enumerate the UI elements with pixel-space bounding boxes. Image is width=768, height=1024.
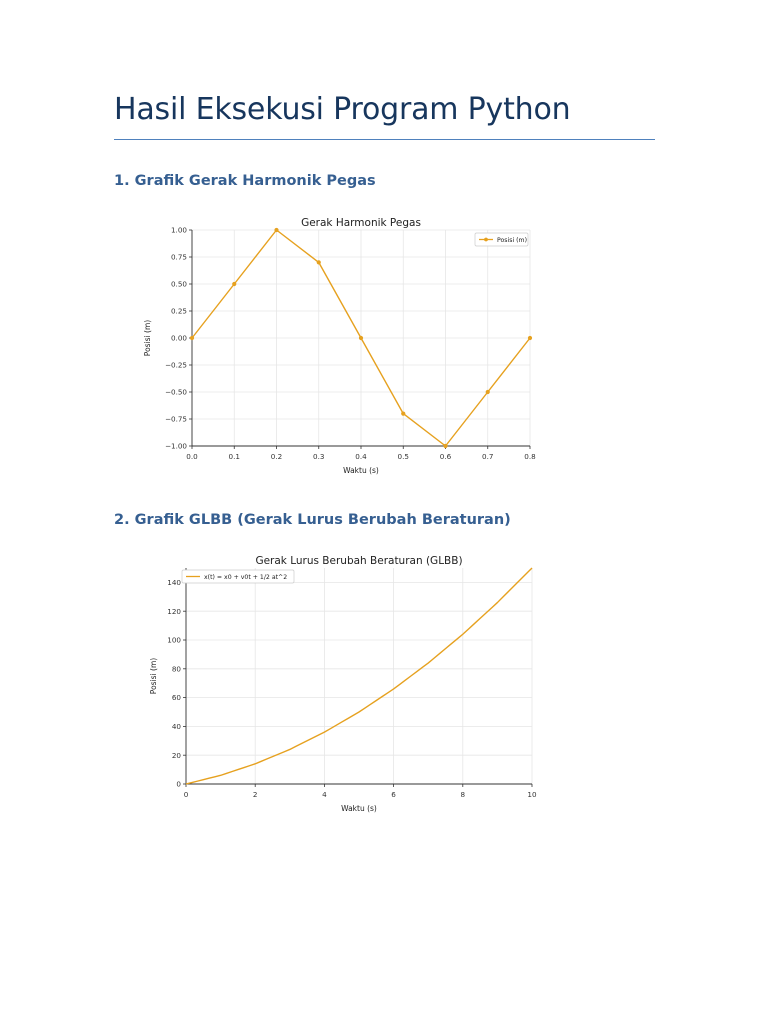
y-tick-label: 80 <box>171 664 181 674</box>
y-tick-label: 140 <box>167 578 181 587</box>
x-tick-label: 0.0 <box>186 452 198 461</box>
x-tick-label: 6 <box>391 790 396 799</box>
y-tick-label: −0.50 <box>164 387 187 397</box>
x-tick-label: 0.3 <box>313 452 325 461</box>
section-heading-harmonic: 1. Grafik Gerak Harmonik Pegas <box>114 173 376 189</box>
y-tick-label: 0.75 <box>170 252 187 262</box>
x-tick-label: 0.2 <box>270 452 283 461</box>
x-tick-label: 2 <box>252 790 258 799</box>
data-point <box>359 336 363 340</box>
data-point <box>486 390 490 394</box>
x-tick-label: 0.8 <box>524 452 536 461</box>
legend-swatch-marker <box>484 238 488 242</box>
x-axis-label: Waktu (s) <box>343 466 379 475</box>
y-tick-label: 0 <box>176 779 181 789</box>
x-tick-label: 0.6 <box>439 452 452 461</box>
legend-label: x(t) = x0 + v0t + 1/2 at^2 <box>204 574 288 581</box>
data-point <box>528 336 532 340</box>
x-tick-label: 0.5 <box>397 452 409 461</box>
y-tick-label: 100 <box>167 635 181 645</box>
data-point <box>401 412 405 416</box>
x-axis-label: Waktu (s) <box>341 804 377 813</box>
y-tick-label: −1.00 <box>164 441 187 451</box>
y-tick-label: −0.25 <box>164 360 187 370</box>
chart-glbb <box>126 538 574 813</box>
x-tick-label: 4 <box>322 790 327 799</box>
y-tick-label: 60 <box>171 693 181 703</box>
x-tick-label: 0.4 <box>355 452 367 461</box>
y-axis-label: Posisi (m) <box>149 657 158 695</box>
data-point <box>317 260 321 264</box>
y-tick-label: 0.00 <box>170 333 187 343</box>
data-point <box>274 228 278 232</box>
x-tick-label: 0.7 <box>482 452 494 461</box>
document-title: Hasil Eksekusi Program Python <box>114 92 571 127</box>
chart-harmonic <box>126 200 574 475</box>
y-tick-label: 0.50 <box>170 279 187 289</box>
x-tick-label: 8 <box>460 790 466 799</box>
chart-title: Gerak Harmonik Pegas <box>301 217 421 229</box>
x-tick-label: 0.1 <box>228 452 240 461</box>
section-heading-glbb: 2. Grafik GLBB (Gerak Lurus Berubah Beraturan) <box>114 512 511 528</box>
chart-glbb-svg <box>126 538 574 813</box>
data-point <box>443 444 447 448</box>
series-line <box>186 568 532 784</box>
legend-label: Posisi (m) <box>497 237 528 244</box>
y-axis-label: Posisi (m) <box>143 319 152 357</box>
y-tick-label: 20 <box>171 750 181 760</box>
title-underline <box>114 139 655 140</box>
y-tick-label: 1.00 <box>170 225 187 235</box>
y-tick-label: −0.75 <box>164 414 187 424</box>
chart-harmonic-svg <box>126 200 574 475</box>
y-tick-label: 0.25 <box>170 306 187 316</box>
data-point <box>232 282 236 286</box>
y-tick-label: 120 <box>167 606 181 616</box>
x-tick-label: 0 <box>183 790 189 799</box>
y-tick-label: 40 <box>171 722 181 731</box>
chart-title: Gerak Lurus Berubah Beraturan (GLBB) <box>255 555 463 567</box>
data-point <box>190 336 194 340</box>
x-tick-label: 10 <box>527 790 537 799</box>
